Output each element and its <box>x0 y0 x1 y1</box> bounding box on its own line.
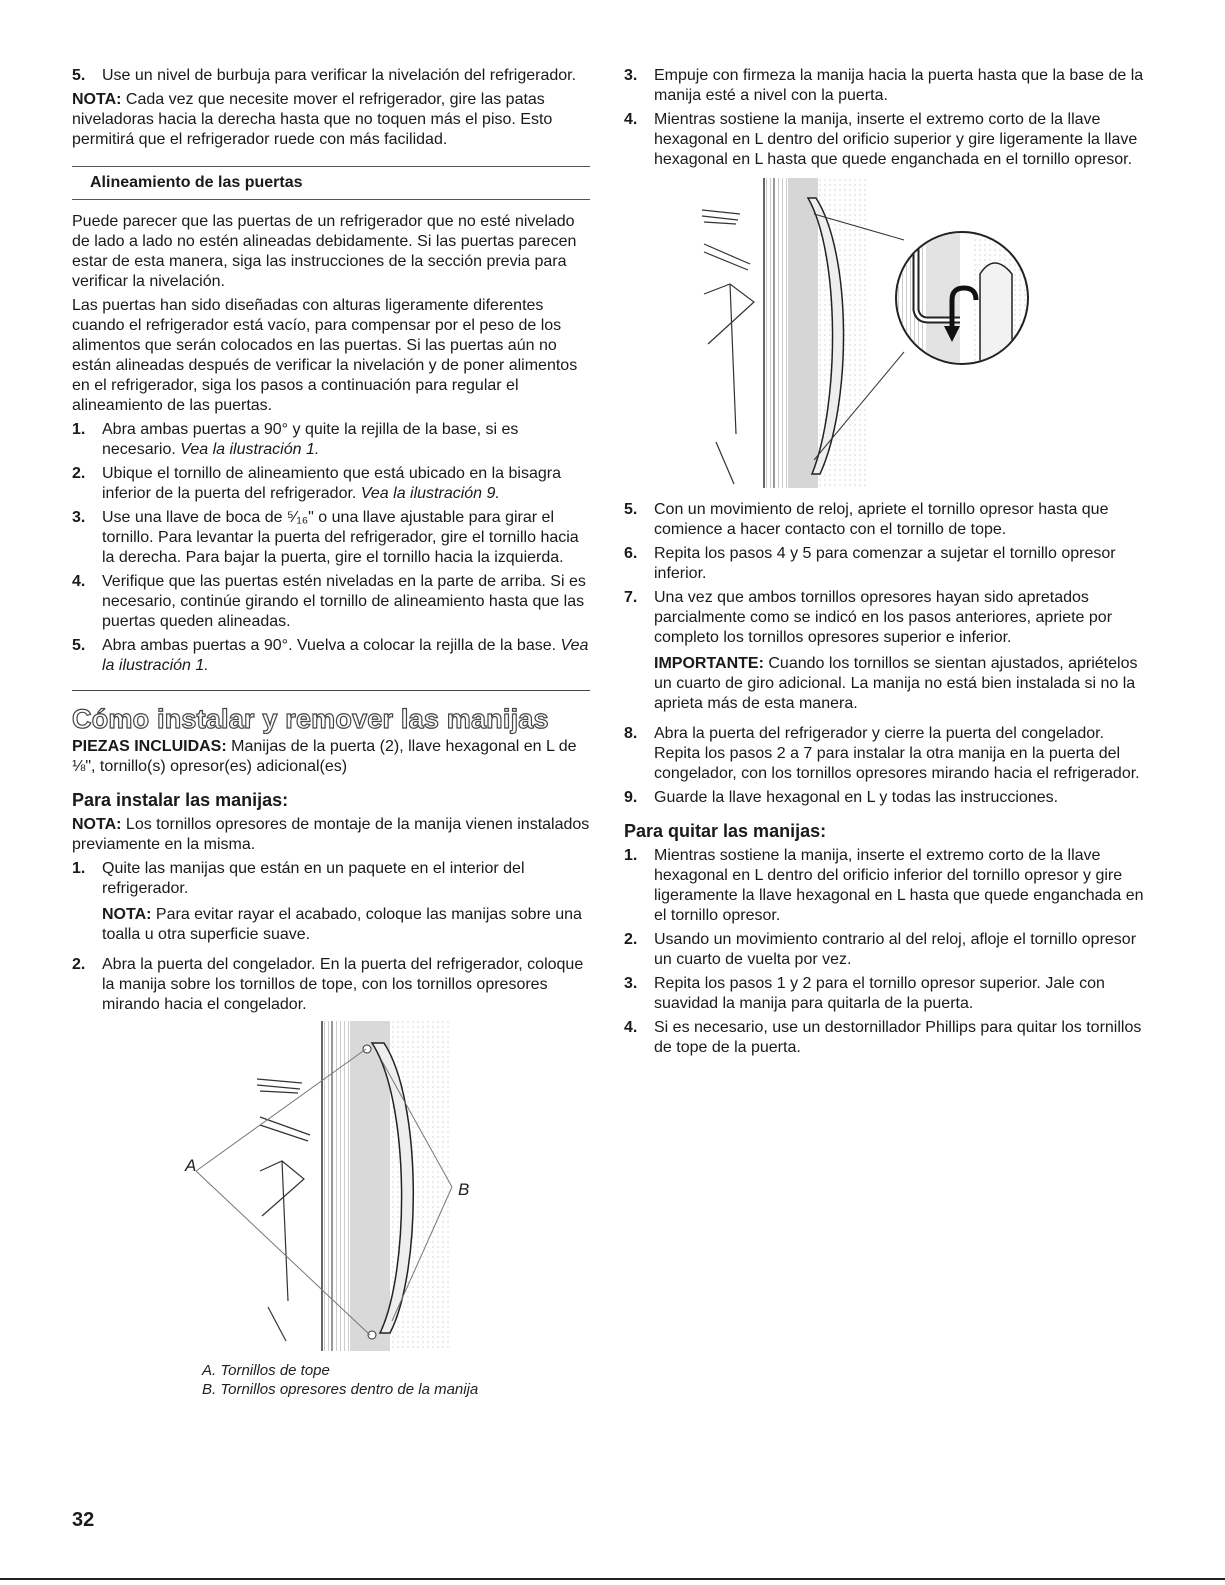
page-number: 32 <box>72 1509 95 1531</box>
note-text: Los tornillos opresores de montaje de la manija vienen instalados previamente en la misma. <box>72 816 590 853</box>
stop-screw-top <box>363 1045 371 1053</box>
note-label: NOTA: <box>72 91 122 108</box>
step-text: Guarde la llave hexagonal en L y todas las instrucciones. <box>654 789 1059 806</box>
door-edge <box>764 178 788 488</box>
step-body: Una vez que ambos tornillos opresores hayan sido apretados parcialmente como se indicó en los pasos anteriores, apriete por completo los tornillos opresores superior e inferior. <box>654 589 1113 646</box>
remove-step-list <box>624 846 1146 1058</box>
shelf-lines <box>702 210 754 484</box>
hex-key-illustration <box>694 174 1216 494</box>
callout-b: B <box>458 1180 470 1199</box>
step-text <box>102 464 590 504</box>
list-item <box>624 588 1146 720</box>
alignment-step-list <box>72 420 590 676</box>
shelf-lines <box>257 1079 310 1341</box>
section-title-handles: Cómo instalar y remover las manijas <box>72 690 590 735</box>
right-column <box>624 66 1146 1062</box>
note-paragraph <box>72 815 590 855</box>
note-text: Cada vez que necesite mover el refrigerador, gire las patas niveladoras hacia la derecha hasta que no toquen más el piso. Esto permitirá que el refrigerador ruede con más facilidad. <box>72 91 553 148</box>
step-text: Abra la puerta del refrigerador y cierre la puerta del congelador. Repita los pasos 2 a 7 para instalar la otra manija en la puerta del congelador, con los tornillos opresores mirando hacia el refrigerador. <box>654 725 1140 782</box>
step-note <box>102 905 590 945</box>
list-item <box>624 500 1146 540</box>
step-body: Abra ambas puertas a 90° y quite la rejilla de la base, si es necesario. <box>102 421 519 458</box>
step-body: Quite las manijas que están en un paquete en el interior del refrigerador. <box>102 860 525 897</box>
caption-b: B. Tornillos opresores dentro de la manija <box>202 1381 479 1398</box>
step-number: 1. <box>72 421 86 438</box>
step-text: Si es necesario, use un destornillador Phillips para quitar los tornillos de tope de la puerta. <box>654 1019 1142 1056</box>
paragraph: Puede parecer que las puertas de un refrigerador que no esté nivelado de lado a lado no estén alineadas debidamente. Si las puertas parecen estar de esta manera, siga las instrucciones de la sección previa para verificar la nivelación. <box>72 213 577 290</box>
install-step-list-continued <box>624 500 1146 808</box>
step-text <box>654 588 1146 720</box>
step-text <box>102 420 590 460</box>
step-text: Usando un movimiento contrario al del reloj, afloje el tornillo opresor un cuarto de vuelta por vez. <box>654 931 1137 968</box>
illustration-reference: Vea la ilustración 9. <box>360 485 500 502</box>
step-number: 1. <box>72 860 86 877</box>
level-step-list <box>72 66 590 86</box>
step-number: 3. <box>624 975 638 992</box>
step-number: 5. <box>624 501 638 518</box>
stop-screw-bottom <box>368 1331 376 1339</box>
list-item <box>72 636 590 676</box>
step-text: Use un nivel de burbuja para verificar la nivelación del refrigerador. <box>102 67 577 84</box>
important-text: Cuando los tornillos se sientan ajustados, apriételos un cuarto de giro adicional. La manija no está bien instalada si no la aprieta más de esta manera. <box>654 655 1138 712</box>
step-number: 7. <box>624 589 638 606</box>
section-heading-alignment: Alineamiento de las puertas <box>72 166 590 200</box>
step-text: Use una llave de boca de ⁵⁄₁₆" o una llave ajustable para girar el tornillo. Para levantar la puerta del refrigerador, gire el tornillo hacia la derecha. Para bajar la puerta, gire el tornillo hacia la izquierda. <box>102 509 579 566</box>
step-text: Empuje con firmeza la manija hacia la puerta hasta que la base de la manija esté a nivel con la puerta. <box>654 67 1144 104</box>
install-heading: Para instalar las manijas: <box>72 790 289 810</box>
step-text: Mientras sostiene la manija, inserte el extremo corto de la llave hexagonal en L dentro del orificio inferior del tornillo opresor y gire ligeramente la llave hexagonal en L hasta que quede enganchada en el tornillo opresor. <box>654 847 1144 924</box>
step-number: 2. <box>624 931 638 948</box>
step-number: 5. <box>72 637 86 654</box>
list-item <box>624 930 1146 970</box>
list-item <box>72 464 590 504</box>
step-text <box>102 859 590 951</box>
list-item <box>624 846 1146 926</box>
note-paragraph <box>72 90 590 150</box>
step-text: Con un movimiento de reloj, apriete el tornillo opresor hasta que comience a hacer contacto con el tornillo de tope. <box>654 501 1109 538</box>
door-gap <box>788 178 818 488</box>
step-number: 6. <box>624 545 638 562</box>
remove-heading: Para quitar las manijas: <box>624 821 827 841</box>
step-text <box>102 636 590 676</box>
list-item <box>624 724 1146 784</box>
step-number: 5. <box>72 67 86 84</box>
list-item <box>72 859 590 951</box>
illustration-reference: Vea la ilustración 1. <box>180 441 320 458</box>
list-item <box>624 66 1146 106</box>
note-label: NOTA: <box>102 906 152 923</box>
door-gap <box>350 1021 390 1351</box>
install-step-list <box>72 859 590 1015</box>
step-number: 4. <box>624 111 638 128</box>
list-item <box>624 788 1146 808</box>
note-text: Para evitar rayar el acabado, coloque las manijas sobre una toalla u otra superficie suave. <box>102 906 582 943</box>
step-text: Repita los pasos 4 y 5 para comenzar a sujetar el tornillo opresor inferior. <box>654 545 1116 582</box>
bottom-divider <box>0 1578 1225 1580</box>
list-item <box>624 974 1146 1014</box>
list-item <box>624 110 1146 170</box>
step-number: 4. <box>72 573 86 590</box>
step-number: 3. <box>72 509 86 526</box>
list-item <box>624 1018 1146 1058</box>
list-item <box>72 420 590 460</box>
step-number: 4. <box>624 1019 638 1036</box>
important-note <box>654 654 1146 714</box>
list-item <box>72 508 590 568</box>
paragraph: Las puertas han sido diseñadas con alturas ligeramente diferentes cuando el refrigerador está vacío, para compensar por el peso de los alimentos que serán colocados en las puertas. Si las puertas aún no están alineadas después de verificar la nivelación y de poner alimentos en el refrigerador, siga los pasos a continuación para regular el alineamiento de las puertas. <box>72 297 578 414</box>
list-item <box>72 955 590 1015</box>
step-number: 2. <box>72 956 86 973</box>
step-text: Abra la puerta del congelador. En la puerta del refrigerador, coloque la manija sobre los tornillos de tope, con los tornillos opresores mirando hacia el congelador. <box>102 956 584 1013</box>
step-number: 3. <box>624 67 638 84</box>
left-column <box>72 66 590 1399</box>
list-item <box>72 66 590 86</box>
parts-included <box>72 737 590 777</box>
important-label: IMPORTANTE: <box>654 655 764 672</box>
parts-text: Manijas de la puerta (2), llave hexagonal en L de ⅛", tornillo(s) opresor(es) adicional(es) <box>72 738 577 775</box>
handle-install-illustration <box>72 1021 590 1361</box>
list-item <box>624 544 1146 584</box>
step-number: 8. <box>624 725 638 742</box>
install-step-list-continued <box>624 66 1146 170</box>
step-number: 1. <box>624 847 638 864</box>
list-item <box>72 572 590 632</box>
step-text: Mientras sostiene la manija, inserte el extremo corto de la llave hexagonal en L dentro del orificio superior y gire ligeramente la llave hexagonal en L hasta que quede enganchada en el tornillo opresor. <box>654 111 1138 168</box>
step-body: Abra ambas puertas a 90°. Vuelva a colocar la rejilla de la base. <box>102 637 561 654</box>
note-label: NOTA: <box>72 816 122 833</box>
step-text: Verifique que las puertas estén niveladas en la parte de arriba. Si es necesario, continúe girando el tornillo de alineamiento hasta que las puertas queden alineadas. <box>102 573 586 630</box>
step-number: 2. <box>72 465 86 482</box>
illustration-reference: Vea la ilustración 1. <box>102 637 589 674</box>
step-body: Ubique el tornillo de alineamiento que está ubicado en la bisagra inferior de la puerta del refrigerador. <box>102 465 561 502</box>
step-number: 9. <box>624 789 638 806</box>
callout-a: A <box>185 1156 197 1175</box>
parts-label: PIEZAS INCLUIDAS: <box>72 738 227 755</box>
step-text: Repita los pasos 1 y 2 para el tornillo opresor superior. Jale con suavidad la manija para quitarla de la puerta. <box>654 975 1105 1012</box>
caption-a: A. Tornillos de tope <box>202 1362 330 1379</box>
